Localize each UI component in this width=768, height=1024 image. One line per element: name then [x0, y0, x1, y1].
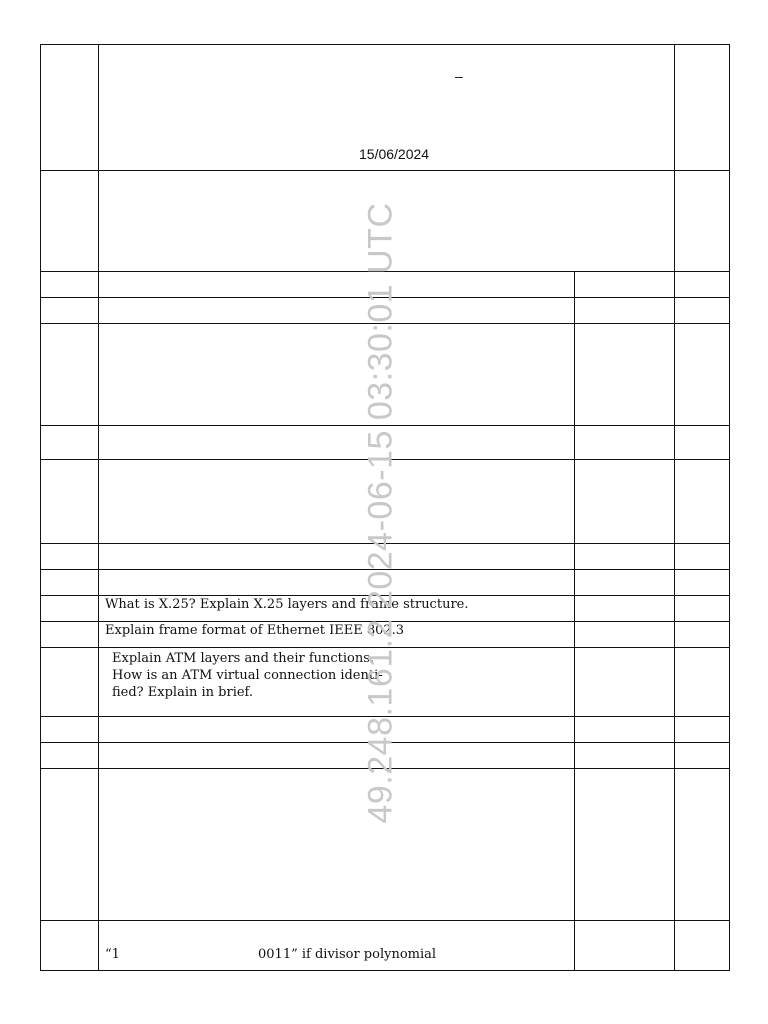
table-border-top [40, 44, 730, 45]
question-x25: What is X.25? Explain X.25 layers and frame structure. [105, 597, 469, 612]
row-divider [40, 170, 730, 171]
row-divider [40, 716, 730, 717]
question-atm-line-2: How is an ATM virtual connection identi- [112, 668, 383, 683]
question-crc-part-1: “1 [105, 947, 120, 962]
exam-date: 15/06/2024 [359, 146, 430, 162]
row-divider [40, 543, 730, 544]
row-divider [40, 768, 730, 769]
question-atm-line-3: fied? Explain in brief. [112, 685, 254, 700]
column-divider-1 [98, 44, 99, 971]
ip-timestamp-watermark: 49.248.161.2 2024-06-15 03:30:01 UTC [361, 202, 400, 824]
row-divider [40, 647, 730, 648]
row-divider [40, 569, 730, 570]
column-divider-3 [674, 44, 675, 971]
header-dash: – [455, 68, 463, 84]
question-crc-part-2: 0011” if divisor polynomial [258, 947, 437, 962]
row-divider [40, 271, 730, 272]
row-divider [40, 425, 730, 426]
row-divider [40, 742, 730, 743]
table-border-left [40, 44, 41, 971]
question-atm-line-1: Explain ATM layers and their functions. [112, 651, 375, 666]
row-divider [40, 459, 730, 460]
question-ethernet: Explain frame format of Ethernet IEEE 802.3 [105, 623, 405, 638]
row-divider [40, 920, 730, 921]
table-border-right [729, 44, 730, 971]
row-divider [40, 297, 730, 298]
table-border-bottom [40, 970, 730, 971]
row-divider [40, 323, 730, 324]
